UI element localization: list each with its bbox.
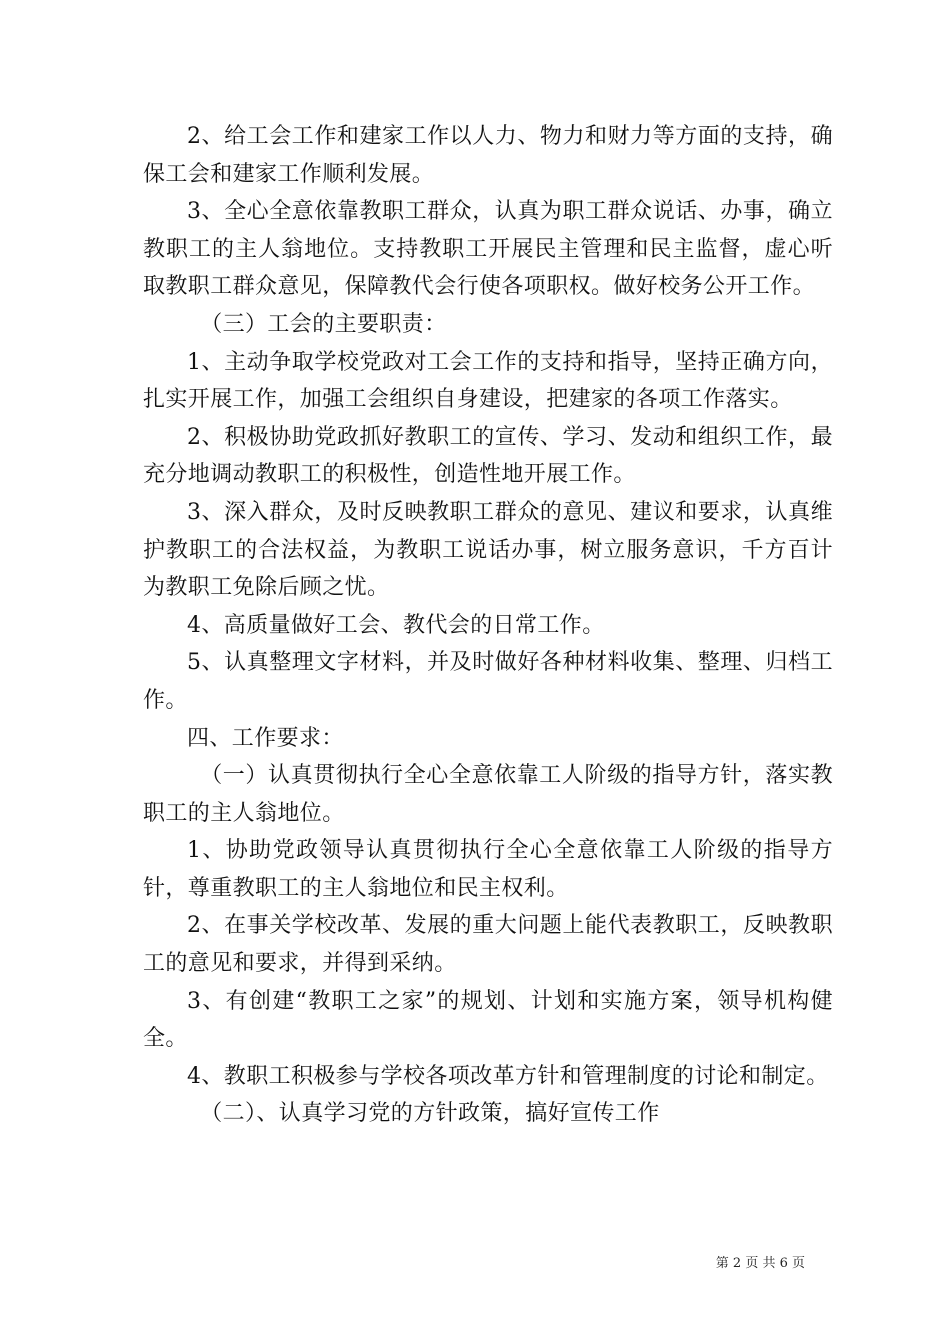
document-body [143, 118, 833, 1133]
paragraph-duty-3: 3、深入群众，及时反映教职工群众的意见、建议和要求，认真维护教职工的合法权益，为教职工说话办事，树立服务意识，千方百计为教职工免除后顾之忧。 [143, 499, 833, 601]
paragraph-requirement-2: 2、在事关学校改革、发展的重大问题上能代表教职工，反映教职工的意见和要求，并得到采纳。 [143, 913, 833, 977]
paragraph-duty-1: 1、主动争取学校党政对工会工作的支持和指导，坚持正确方向，扎实开展工作，加强工会组织自身建设，把建家的各项工作落实。 [143, 349, 833, 413]
paragraph-requirement-3: 3、有创建“教职工之家”的规划、计划和实施方案，领导机构健全。 [143, 988, 833, 1052]
paragraph-support-resources: 2、给工会工作和建家工作以人力、物力和财力等方面的支持，确保工会和建家工作顺利发展。 [143, 124, 833, 187]
page-number: 第 2 页 共 6 页 [715, 1256, 805, 1271]
paragraph-duty-5: 5、认真整理文字材料，并及时做好各种材料收集、整理、归档工作。 [143, 650, 833, 713]
paragraph-duty-4: 4、高质量做好工会、教代会的日常工作。 [187, 612, 605, 638]
paragraph-rely-on-staff: 3、全心全意依靠教职工群众，认真为职工群众说话、办事，确立教职工的主人翁地位。支持教职工开展民主管理和民主监督，虚心听取教职工群众意见，保障教代会行使各项职权。做好校务公开工作。 [143, 199, 833, 300]
paragraph-requirement-4: 4、教职工积极参与学校各项改革方针和管理制度的讨论和制定。 [187, 1063, 829, 1089]
paragraph-duty-2: 2、积极协助党政抓好教职工的宣传、学习、发动和组织工作，最充分地调动教职工的积极性，创造性地开展工作。 [143, 424, 833, 488]
subsection-heading-2: （二）、认真学习党的方针政策，搞好宣传工作 [200, 1101, 660, 1127]
section-heading-work-requirements: 四、工作要求： [187, 725, 344, 751]
subsection-heading-1: （一）认真贯彻执行全心全意依靠工人阶级的指导方针，落实教职工的主人翁地位。 [143, 763, 833, 826]
section-heading-union-duties: （三）工会的主要职责： [200, 311, 447, 337]
paragraph-requirement-1: 1、协助党政领导认真贯彻执行全心全意依靠工人阶级的指导方针，尊重教职工的主人翁地位和民主权利。 [143, 838, 833, 901]
